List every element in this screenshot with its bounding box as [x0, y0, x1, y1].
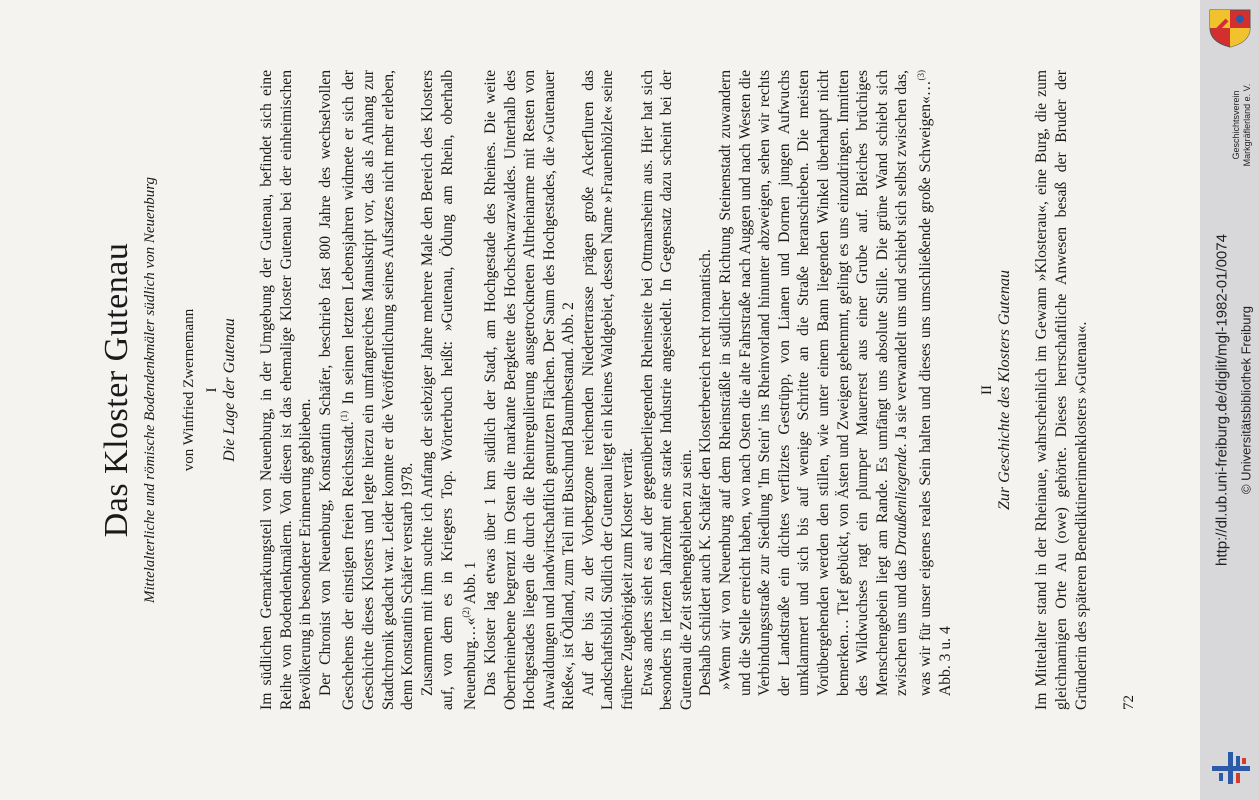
paragraph-7: Deshalb schildert auch K. Schäfer den Klosterbereich recht romantisch.: [697, 249, 715, 696]
section-1-body: [257, 70, 955, 710]
section-1-number: I: [204, 387, 220, 393]
footnote-ref-3: (3): [915, 70, 926, 81]
society-name-line-1: Geschichtsverein: [1231, 90, 1241, 160]
paragraph-6: Etwas anders sieht es auf der gegenüberliegenden Rheinseite bei Ottmarsheim aus. Hier hat sich besonders in letzten Jahrzehnt eine starke Industrie angesiedelt. In Gegensatz dazu scheint bei der Gutenau die Zeit stehengeblieben zu sein.: [638, 70, 695, 710]
paragraph-3: [418, 70, 481, 710]
paragraph-5: Auf der bis zu der Vorbergzone reichenden Niederterrasse prägen große Ackerfluren das Landschaftsbild. Südlich der Gutenau liegt ein kleines Waldgebiet, dessen Name »Frauenhölzle« seine frühere Zugehörigkeit zum Kloster verrät.: [579, 70, 637, 710]
quote-emphasis: Draußenliegende: [893, 447, 911, 556]
paragraph-1: Im südlichen Gemarkungsteil von Neuenburg, in der Umgebung der Gutenau, befindet sich eine Reihe von Bodendenkmälern. Von diesen ist das ehemalige Kloster Gutenau bei der einheimischen Bevölkerung in besonderer Erinnerung geblieben.: [258, 70, 315, 710]
author-line: von Winfried Zwernemann: [181, 308, 197, 472]
page-title: Das Kloster Gutenau: [98, 242, 135, 538]
page-subtitle: Mittelalterliche und römische Bodendenkmäler südlich von Neuenburg: [142, 177, 158, 604]
quote-paragraph: [716, 70, 955, 710]
page-number: 72: [1121, 695, 1137, 710]
paragraph-4: Das Kloster lag etwas über 1 km südlich der Stadt, am Hochgestade des Rheines. Die weite Oberrheinebene begrenzt im Osten die markante Bergkette des Hochschwarzwaldes. Unterhalb des Hochgestades liegen die durch die Rheinregulierung ausgetrockneten Altrheinarme mit Resten von Auwaldungen und landwirtschaftlich genutzten Flächen. Der Saum des Hochgestades, die »Gutenauer Rieße«, ist Ödland, zum Teil mit Buschund Baumbestand. Abb. 2: [481, 70, 578, 710]
paragraph-9: Im Mittelalter stand in der Rheinaue, wahrscheinlich im Gewann »Klosterau«, eine Burg, die zum gleichnamigen Orte Au (owe) gehörte. Dieses herrschaftliche Anwesen besaß der Bruder der Gründerin des späteren Benediktinerinnenklosters »Gutenau«.: [1033, 70, 1090, 710]
quote-text-c: Abb. 3 u. 4: [936, 626, 954, 696]
copyright-notice: © Universitätsbibliothek Freiburg: [1238, 305, 1254, 495]
paragraph-2: [316, 70, 418, 710]
society-name-line-2: Markgräflerland e. V.: [1242, 83, 1252, 167]
paragraph-3-text-a: Zusammen mit ihm suchte ich Anfang der siebziger Jahre mehrere Male den Bereich des Klosters auf, von dem es in Kriegers Top. Wörterbuch heißt: »Gutenau, Ödung am Rhein, oberhalb Neuenburg…«: [418, 70, 480, 710]
section-2-number: II: [979, 385, 996, 395]
paragraph-2-text-b: In seinen letzten Lebensjahren widmete er sich der Geschichte dieses Klosters und legte hierzu ein umfangreiches Manuskript vor, das als Anhang zur Stadtchronik gedacht war. Leider konnte er die Veröffentlichung seines Aufsatzes nicht mehr erleben, denn Konstantin Schäfer verstarb 1978.: [340, 70, 417, 710]
university-library-logo-icon: [1210, 748, 1252, 788]
footnote-ref-1: (1): [339, 410, 350, 422]
section-2-title: Zur Geschichte des Klosters Gutenau: [996, 270, 1014, 510]
section-1-title: Die Lage der Gutenau: [221, 318, 238, 462]
paragraph-2-text-a: Der Chronist von Neuenburg, Konstantin Schäfer, beschrieb fast 800 Jahre des wechselvollen Geschehens der einstigen freien Reichsstadt.: [316, 70, 358, 710]
section-2-body: [1032, 70, 1091, 710]
footnote-ref-2: (2): [461, 607, 472, 618]
quote-text-a: »Wenn wir von Neuenburg auf dem Rheinsträßle in südlicher Richtung Steinenstadt zuwandern und die Stelle erreicht haben, wo nach Osten die alte Fahrstraße nach Auggen und nach Westen die Verbindungsstraße zur Siedlung 'Im Stein' ins Rheinvorland hinunter abzweigen, sehen wir rechts der Landstraße ein dichtes verfilztes Gestrüpp, von Lianen und Dornen jungen Aufwuchs umklammert und sich bis auf wenige Schritte an die Straße heranschieben. Die meisten Vorübergehenden werden den stillen, wie unter einem Bann liegenden Winkel überhaupt nicht bemerken… Tief gebückt, von Ästen und Zweigen gehemmt, gelingt es uns einzudringen. Inmitten des Wildwuchses ragt ein plumper Mauerrest aus einer Grube auf. Bleiches brüchiges Menschengebein liegt am Rande. Es umfängt uns absolute Stille. Die grüne Wand schiebt sich zwischen uns und das: [717, 70, 911, 696]
paragraph-3-text-b: Abb. 1: [462, 561, 480, 608]
document-url-link[interactable]: http://dl.ub.uni-freiburg.de/diglit/mgl-1982-01/0074: [1213, 234, 1231, 566]
quote-text-b: . Ja sie verwandelt uns und schiebt sich selbst zwischen das, was wir für unser eigenes reales Sein halten und dieses uns umschließende große Schweigen«…: [893, 69, 935, 696]
coat-of-arms-icon: [1207, 8, 1253, 48]
